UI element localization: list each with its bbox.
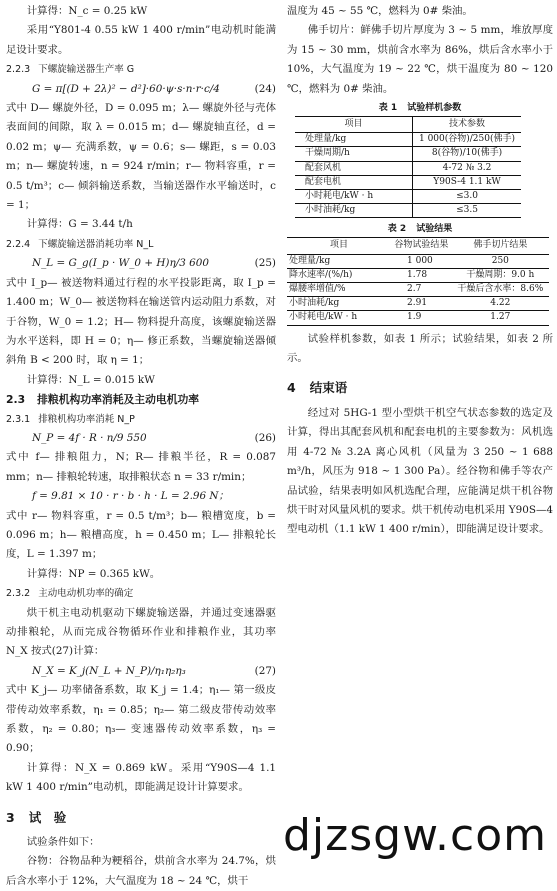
table-row: 配套电机 Y90S-4 1.1 kW bbox=[295, 175, 521, 189]
paragraph: 温度为 45 ~ 55 ℃，燃料为 0# 柴油。 bbox=[287, 5, 473, 17]
table-header: 项目 bbox=[287, 238, 391, 254]
table-row: 爆腰率增值/% 2.7 干燥后含水率：8.6% bbox=[287, 283, 549, 297]
subsection-heading: 2.2.4 下螺旋输送器消耗功率 N_L bbox=[6, 238, 154, 250]
paragraph: 式中 D— 螺旋外径，D = 0.095 m；λ— 螺旋外径与壳体表面间的间隙，取 λ = 0.015 m；d— 螺旋轴直径，d = 0.02 m；ψ— 充满系数，ψ = 0.6；s— 螺距，s = 0.03 m；n— 螺旋转速，n = 924 r/min；r— 物料容重，r = 0.5 t/m³；c— 倾斜输送系数，当输送器作水平输送时，c = 1； bbox=[6, 102, 276, 212]
section-heading: 4 结束语 bbox=[287, 380, 348, 396]
table-row: 小时耗电/kW · h ≤3.0 bbox=[295, 190, 521, 204]
equation: f = 9.81 × 10 · r · b · h · L = 2.96 N； bbox=[32, 490, 229, 503]
table-row: 处理量/kg 1 000(谷物)/250(佛手) bbox=[295, 133, 521, 147]
table-row: 小时耗电/kW · h 1.9 1.27 bbox=[289, 312, 511, 323]
watermark: djzsgw.com bbox=[283, 810, 548, 861]
paragraph: 试验样机参数，如表 1 所示；试验结果，如表 2 所示。 bbox=[287, 332, 553, 365]
table-header: 佛手切片结果 bbox=[452, 238, 549, 254]
table-caption: 表 1 试验样机参数 bbox=[378, 103, 462, 114]
paragraph: 谷物：谷物品种为粳稻谷，烘前含水率为 24.7%，烘后含水率小于 12%，大气温度为 18 ~ 24 ℃，烘干 bbox=[6, 855, 276, 887]
table-row: 干燥周期/h 8(谷物)/10(佛手) bbox=[295, 147, 521, 161]
paragraph: 计算得：G = 3.44 t/h bbox=[26, 218, 133, 231]
paragraph: 式中 f— 排粮阻力，N；R— 排粮半径，R = 0.087 mm；n— 排粮轮转速，取排粮状态 n = 33 r/min； bbox=[6, 451, 276, 483]
paragraph: 试验条件如下： bbox=[26, 836, 100, 849]
table-row: 处理量/kg 1 000 250 bbox=[287, 254, 549, 268]
equation: N_L = G_g(I_p · W_0 + H)η/3 600 (25) bbox=[32, 257, 276, 270]
section-heading: 2.3 排粮机构功率消耗及主动电机功率 bbox=[6, 393, 200, 407]
table-header: 项目 bbox=[295, 117, 413, 133]
equation: N_X = K_j(N_L + N_P)/η₁η₂η₃ (27) bbox=[32, 664, 276, 677]
paragraph: 计算得：NP = 0.365 kW。 bbox=[26, 567, 161, 580]
paragraph: 佛手切片：鲜佛手切片厚度为 3 ~ 5 mm，堆放厚度为 15 ~ 30 mm，烘前含水率为 86%，烘后含水率小于 10%，大气温度为 19 ~ 22 ℃，烘干温度为 80 ~ 120 ℃，燃料为 0# 柴油。 bbox=[287, 24, 553, 95]
equation: N_P = 4f · R · n/9 550 (26) bbox=[32, 431, 276, 444]
table-header: 谷物试验结果 bbox=[391, 238, 452, 254]
paragraph: 采用“Y801-4 0.55 kW 1 400 r/min”电动机时能满足设计要求。 bbox=[6, 24, 276, 56]
paragraph: 经过对 5HG-1 型小型烘干机空气状态参数的选定及计算，得出其配套风机和配套电机的主要参数为：风机选用 4-72 № 3.2A 离心风机（风量为 3 250 ~ 1 688 m³/h，风压为 918 ~ 1 300 Pa）。经谷物和佛手等农产品试验，结果表明如风机选配合理，应能满足烘干机谷物烘干时对风量风机的要求。烘干机传动电机采用 Y90S—4 型电动机（1.1 kW 1 400 r/min），即能满足设计要求。 bbox=[287, 406, 553, 536]
table-row: 小时油耗/kg 2.91 4.22 bbox=[287, 297, 549, 311]
table-header: 技术参数 bbox=[413, 117, 522, 133]
paragraph: 计算得：N_X = 0.869 kW。采用“Y90S—4 1.1 kW 1 400 r/min”电动机，即能满足设计计算要求。 bbox=[6, 761, 276, 794]
subsection-heading: 2.3.1 排粮机构功率消耗 N_P bbox=[6, 413, 135, 425]
table-caption: 表 2 试验结果 bbox=[387, 224, 453, 235]
subsection-heading: 2.3.2 主动电动机功率的确定 bbox=[6, 588, 134, 600]
paragraph: 式中 I_p— 被送物料通过行程的水平投影距离，取 I_p = 1.400 m；W_0— 被送物料在输送管内运动阻力系数，对于谷物，W_0 = 1.2；H— 物料提升高度，该螺旋输送器为水平送料，即 H = 0；η— 修正系数，当螺旋输送器倾斜角 B < 200 时，取 η = 1； bbox=[6, 276, 276, 367]
table-test-results bbox=[287, 237, 549, 325]
paragraph: 式中 r— 物料容重，r = 0.5 t/m³；b— 粮槽宽度，b = 0.096 m；h— 粮槽高度，h = 0.450 m；L— 排粮轮长度，L = 1.397 m； bbox=[6, 509, 276, 561]
subsection-heading: 2.2.3 下螺旋输送器生产率 G bbox=[6, 64, 135, 76]
right-column bbox=[287, 2, 553, 540]
equation: G = π[(D + 2λ)² − d²]·60·ψ·s·n·r·c/4 (24) bbox=[32, 82, 276, 95]
section-heading: 3 试 验 bbox=[6, 809, 67, 825]
paragraph: 式中 K_j— 功率储备系数，取 K_j = 1.4；η₁— 第一级皮带传动效率系数，η₁ = 0.85；η₂— 第二级皮带传动效率系数，η₂ = 0.80；η₃— 变速器传动效率系数，η₃ = 0.90； bbox=[6, 684, 276, 755]
paragraph: 烘干机主电动机驱动下螺旋输送器，并通过变速器驱动排粮轮，从而完成谷物循环作业和排粮作业，其功率 N_X 按式(27)计算： bbox=[6, 606, 276, 658]
table-row: 降水速率/(%/h) 1.78 干燥周期：9.0 h bbox=[287, 268, 549, 282]
paragraph: 计算得：N_L = 0.015 kW bbox=[26, 373, 155, 386]
table-row: 小时油耗/kg ≤3.5 bbox=[295, 204, 521, 218]
table-row: 配套风机 4-72 № 3.2 bbox=[295, 161, 521, 175]
paragraph: 计算得：N_c = 0.25 kW bbox=[26, 5, 148, 17]
table-test-machine-parameters bbox=[295, 116, 521, 218]
left-column bbox=[6, 2, 276, 891]
